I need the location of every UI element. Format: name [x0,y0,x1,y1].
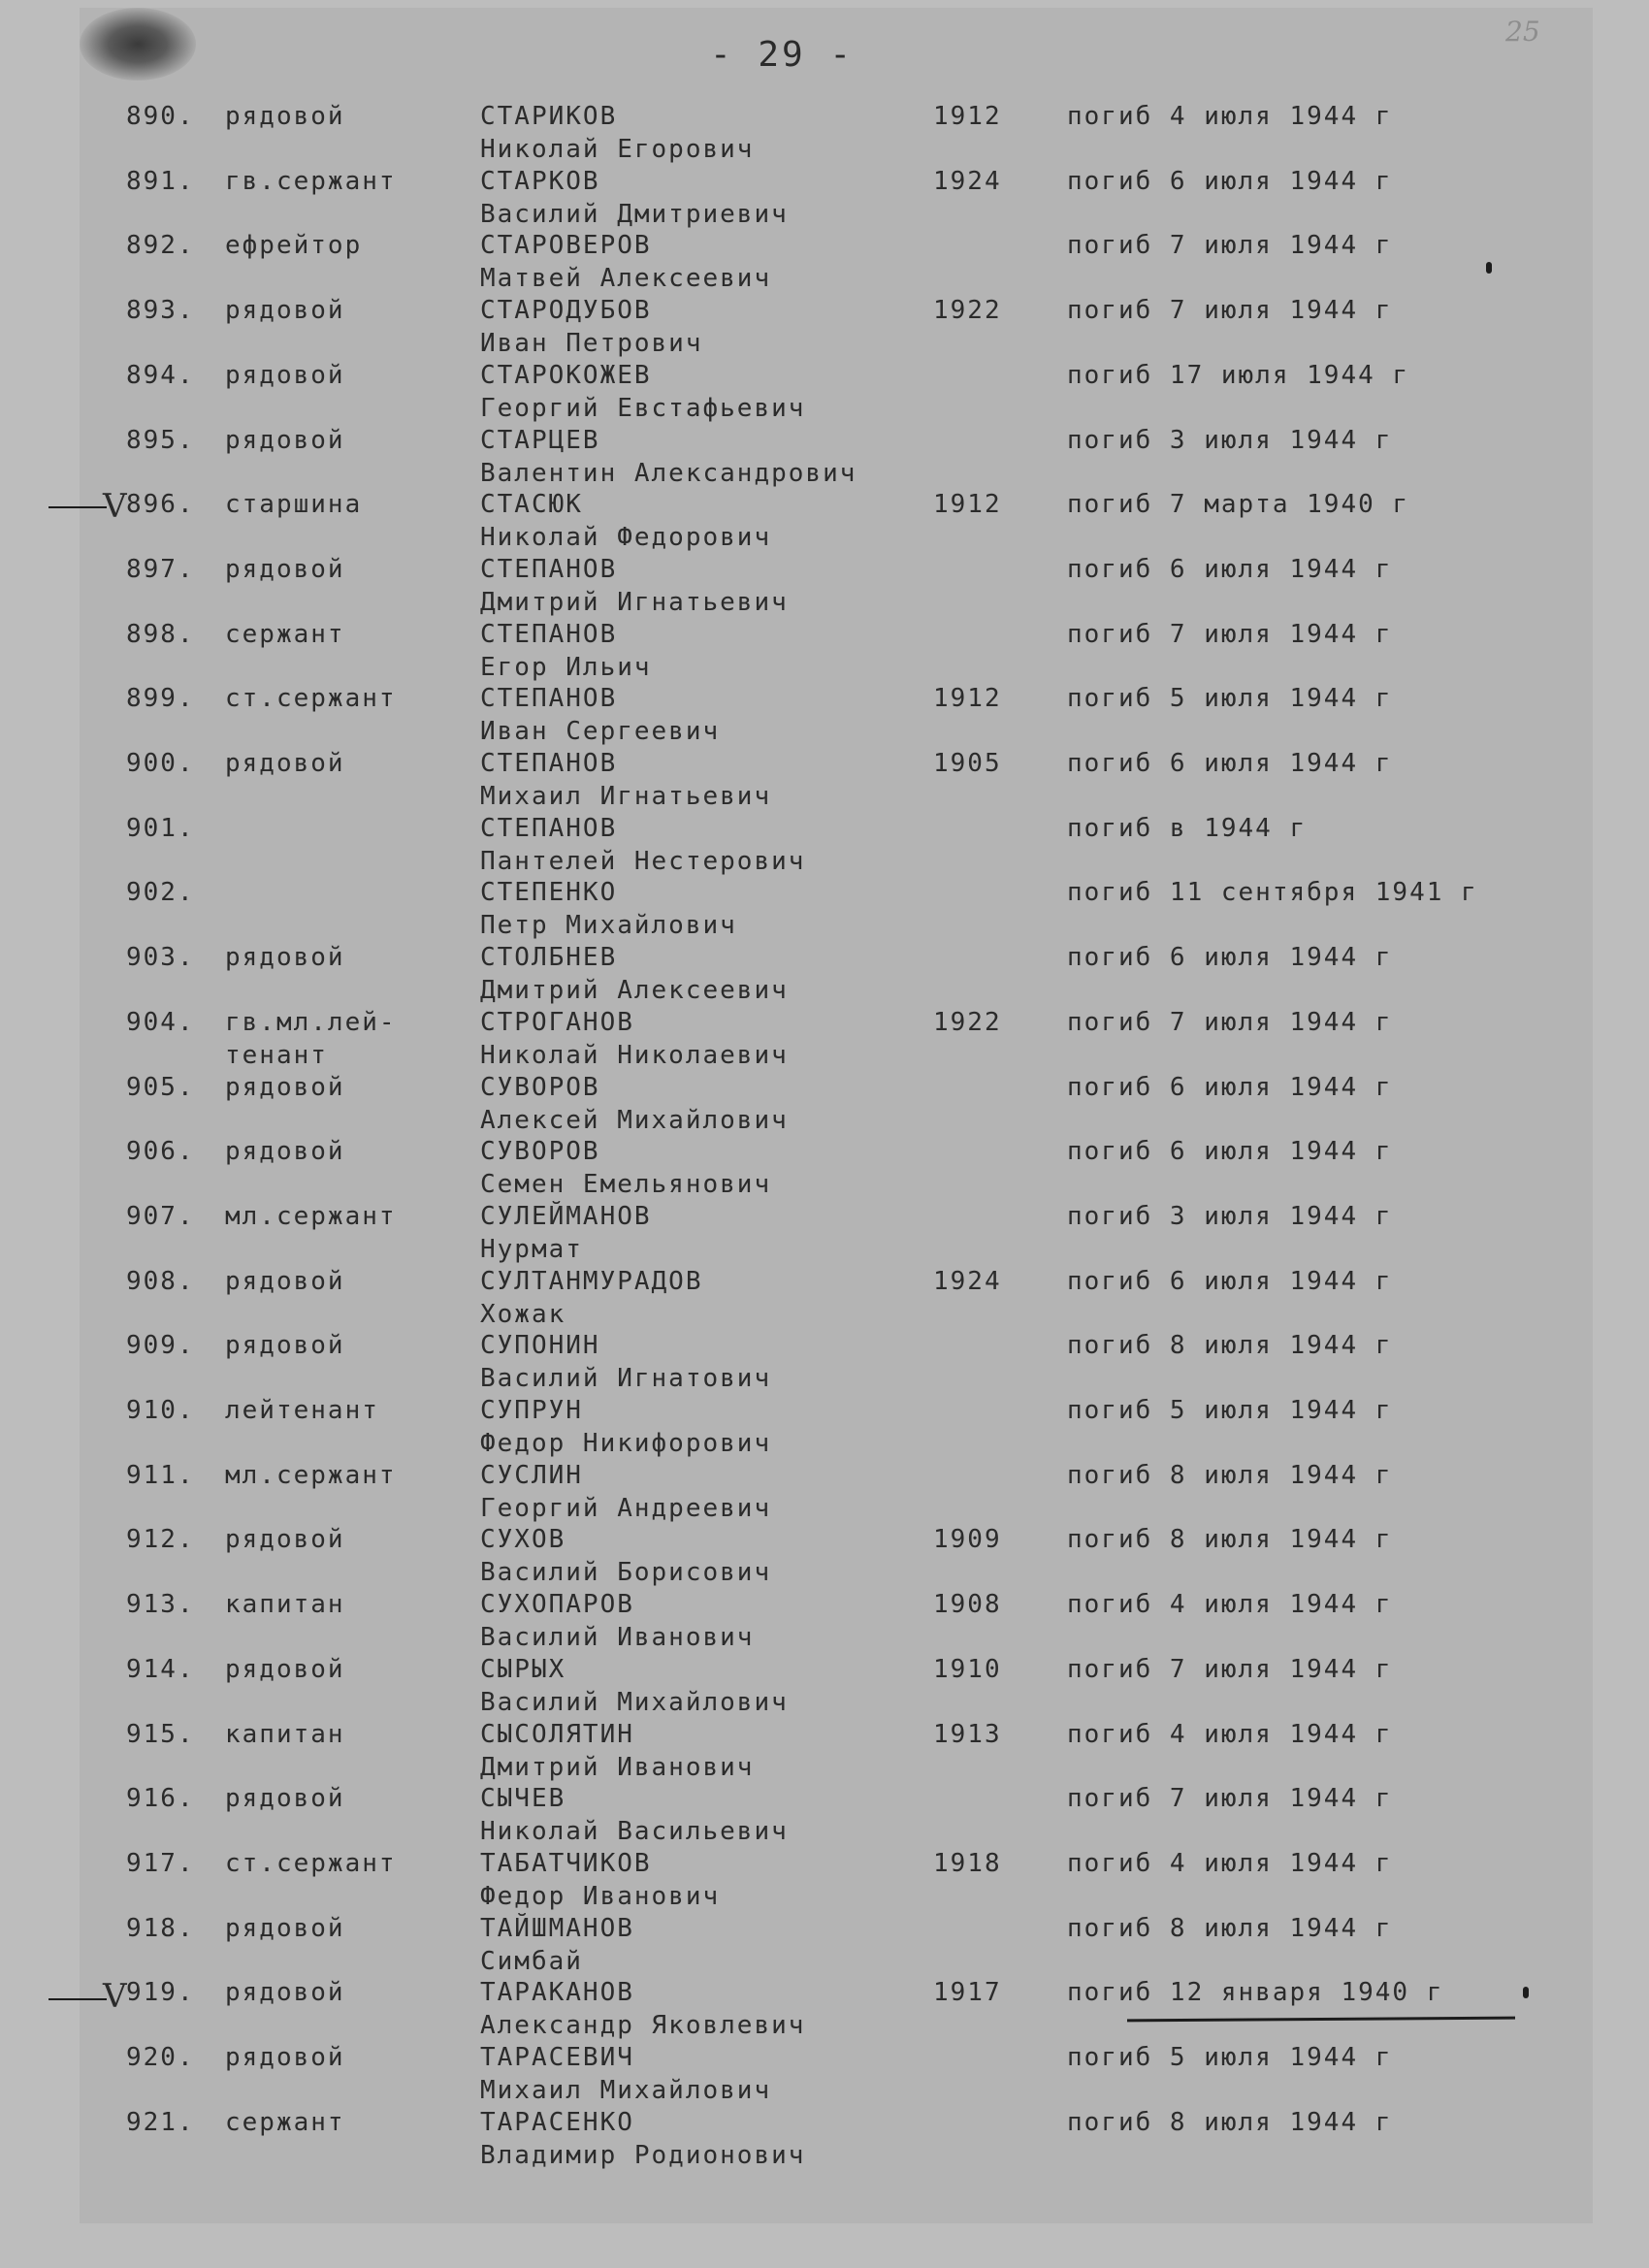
given-names: Николай Васильевич [480,1817,789,1846]
rank: рядовой [225,426,345,455]
fate: погиб 12 января 1940 г [1067,1978,1444,2007]
tick-line-919 [48,1998,107,2000]
fate: погиб 3 июля 1944 г [1067,426,1393,455]
fate: погиб 7 июля 1944 г [1067,1784,1393,1813]
given-names: Николай Николаевич [480,1041,789,1070]
given-names: Федор Иванович [480,1882,721,1911]
fate: погиб 8 июля 1944 г [1067,1525,1393,1554]
surname: ТАЙШМАНОВ [480,1914,634,1943]
fate: погиб 6 июля 1944 г [1067,943,1393,972]
surname: СТРОГАНОВ [480,1008,634,1037]
fate: погиб 7 июля 1944 г [1067,1655,1393,1684]
list-item [80,426,1593,490]
surname: СЫЧЕВ [480,1784,566,1813]
document-sheet [80,8,1593,2223]
list-item [80,2108,1593,2172]
entry-number: 904. [126,1008,195,1037]
rank: рядовой [225,1525,345,1554]
fate: погиб 6 июля 1944 г [1067,1137,1393,1166]
list-item [80,1590,1593,1654]
list-item [80,1137,1593,1201]
surname: СУПРУН [480,1396,583,1425]
entry-number: 898. [126,620,195,649]
surname: СУХОПАРОВ [480,1590,634,1619]
surname: СТЕПАНОВ [480,684,618,713]
given-names: Пантелей Нестерович [480,847,806,876]
given-names: Дмитрий Игнатьевич [480,588,789,617]
fate: погиб в 1944 г [1067,814,1308,843]
rank: рядовой [225,1914,345,1943]
given-names: Хожак [480,1300,566,1329]
given-names: Дмитрий Алексеевич [480,976,789,1005]
fate: погиб 6 июля 1944 г [1067,167,1393,196]
surname: СТЕПАНОВ [480,555,618,584]
birth-year: 1905 [933,749,1002,778]
fate: погиб 5 июля 1944 г [1067,2043,1393,2072]
given-names: Нурмат [480,1235,583,1264]
entry-number: 890. [126,102,195,131]
surname: ТАБАТЧИКОВ [480,1849,652,1878]
list-item [80,2043,1593,2107]
rank: рядовой [225,749,345,778]
rank: ефрейтор [225,231,363,260]
given-names: Василий Михайлович [480,1688,789,1717]
given-names: Егор Ильич [480,653,652,682]
entry-number: 912. [126,1525,195,1554]
fate: погиб 5 июля 1944 г [1067,684,1393,713]
list-item [80,102,1593,166]
rank: рядовой [225,1137,345,1166]
rank: капитан [225,1720,345,1749]
fate: погиб 8 июля 1944 г [1067,2108,1393,2137]
list-item [80,296,1593,360]
surname: СТАРОДУБОВ [480,296,652,325]
rank: гв.сержант [225,167,397,196]
rank: рядовой [225,102,345,131]
fate: погиб 11 сентября 1941 г [1067,878,1478,907]
list-item [80,231,1593,295]
list-item [80,1978,1593,2042]
list-item [80,943,1593,1007]
given-names: Федор Никифорович [480,1429,772,1458]
birth-year: 1909 [933,1525,1002,1554]
list-item [80,1461,1593,1525]
surname: СТЕПАНОВ [480,620,618,649]
list-item [80,878,1593,942]
rank: рядовой [225,2043,345,2072]
list-item [80,1914,1593,1978]
list-item [80,1720,1593,1784]
birth-year: 1908 [933,1590,1002,1619]
surname: СУПОНИН [480,1331,600,1360]
entry-number: 894. [126,361,195,390]
surname: СЫСОЛЯТИН [480,1720,634,1749]
fate: погиб 7 марта 1940 г [1067,490,1410,519]
surname: СУВОРОВ [480,1137,600,1166]
surname: СТАРОКОЖЕВ [480,361,652,390]
rank: рядовой [225,1267,345,1296]
list-item [80,1849,1593,1913]
entry-number: 911. [126,1461,195,1490]
rank: рядовой [225,1331,345,1360]
given-names: Петр Михайлович [480,911,737,940]
entry-number: 920. [126,2043,195,2072]
fate: погиб 8 июля 1944 г [1067,1461,1393,1490]
birth-year: 1917 [933,1978,1002,2007]
fate: погиб 7 июля 1944 г [1067,231,1393,260]
given-names: Дмитрий Иванович [480,1753,755,1782]
page-number: - 29 - [710,35,855,75]
birth-year: 1922 [933,1008,1002,1037]
tick-line-896 [48,506,107,508]
surname: СУВОРОВ [480,1073,600,1102]
rank: капитан [225,1590,345,1619]
fate: погиб 4 июля 1944 г [1067,102,1393,131]
ink-dot [1523,1987,1529,1998]
surname: СТЕПЕНКО [480,878,618,907]
given-names: Алексей Михайлович [480,1106,789,1135]
rank: гв.мл.лей- [225,1008,397,1037]
rank: ст.сержант [225,684,397,713]
given-names: Валентин Александрович [480,459,857,488]
fate: погиб 8 июля 1944 г [1067,1331,1393,1360]
rank: мл.сержант [225,1202,397,1231]
list-item [80,1525,1593,1589]
entry-number: 892. [126,231,195,260]
entry-number: 906. [126,1137,195,1166]
given-names: Симбай [480,1947,583,1976]
surname: СТЕПАНОВ [480,814,618,843]
given-names: Владимир Родионович [480,2141,806,2170]
given-names: Иван Петрович [480,329,703,358]
given-names: Василий Иванович [480,1623,755,1652]
fate: погиб 8 июля 1944 г [1067,1914,1393,1943]
birth-year: 1913 [933,1720,1002,1749]
entry-number: 916. [126,1784,195,1813]
ink-dot [1486,262,1492,274]
entry-number: 919. [126,1978,195,2007]
entry-number: 893. [126,296,195,325]
given-names: Георгий Евстафьевич [480,394,806,423]
given-names: Георгий Андреевич [480,1494,772,1523]
birth-year: 1922 [933,296,1002,325]
fate: погиб 17 июля 1944 г [1067,361,1410,390]
list-item [80,1396,1593,1460]
fate: погиб 3 июля 1944 г [1067,1202,1393,1231]
given-names: Василий Игнатович [480,1364,772,1393]
fate: погиб 4 июля 1944 г [1067,1849,1393,1878]
rank: лейтенант [225,1396,379,1425]
entry-number: 901. [126,814,195,843]
surname: СТАРОВЕРОВ [480,231,652,260]
fate: погиб 6 июля 1944 г [1067,1267,1393,1296]
given-names: Михаил Михайлович [480,2076,772,2105]
given-names: Николай Федорович [480,523,772,552]
surname: ТАРАКАНОВ [480,1978,634,2007]
rank: рядовой [225,1655,345,1684]
entry-number: 915. [126,1720,195,1749]
given-names: Александр Яковлевич [480,2011,806,2040]
given-names: Михаил Игнатьевич [480,782,772,811]
list-item [80,1655,1593,1719]
list-item [80,1008,1593,1072]
surname: СУХОВ [480,1525,566,1554]
list-item [80,1073,1593,1137]
entry-number: 917. [126,1849,195,1878]
birth-year: 1912 [933,490,1002,519]
surname: СТАРЦЕВ [480,426,600,455]
entry-number: 909. [126,1331,195,1360]
birth-year: 1924 [933,167,1002,196]
rank: рядовой [225,1784,345,1813]
surname: СТАРКОВ [480,167,600,196]
entry-number: 900. [126,749,195,778]
rank: рядовой [225,943,345,972]
entry-number: 913. [126,1590,195,1619]
tick-mark-919: V [103,1977,127,2016]
surname: СУЛТАНМУРАДОВ [480,1267,703,1296]
fate: погиб 6 июля 1944 г [1067,555,1393,584]
rank: сержант [225,620,345,649]
birth-year: 1912 [933,684,1002,713]
fate: погиб 6 июля 1944 г [1067,749,1393,778]
list-item [80,814,1593,878]
given-names: Семен Емельянович [480,1170,772,1199]
list-item [80,684,1593,748]
entry-number: 918. [126,1914,195,1943]
list-item [80,1331,1593,1395]
rank: ст.сержант [225,1849,397,1878]
list-item [80,749,1593,813]
fate: погиб 5 июля 1944 г [1067,1396,1393,1425]
birth-year: 1918 [933,1849,1002,1878]
fate: погиб 7 июля 1944 г [1067,620,1393,649]
list-item [80,361,1593,425]
surname: СУСЛИН [480,1461,583,1490]
surname: ТАРАСЕНКО [480,2108,634,2137]
entry-number: 921. [126,2108,195,2137]
rank: рядовой [225,1073,345,1102]
fate: погиб 4 июля 1944 г [1067,1720,1393,1749]
entry-number: 891. [126,167,195,196]
surname: СТЕПАНОВ [480,749,618,778]
given-names: Василий Борисович [480,1558,772,1587]
rank: рядовой [225,296,345,325]
birth-year: 1910 [933,1655,1002,1684]
surname: ТАРАСЕВИЧ [480,2043,634,2072]
surname: СТАСЮК [480,490,583,519]
rank-continued: тенант [225,1041,328,1070]
rank: рядовой [225,555,345,584]
birth-year: 1924 [933,1267,1002,1296]
given-names: Николай Егорович [480,135,755,164]
surname: СУЛЕЙМАНОВ [480,1202,652,1231]
handwritten-page-mark: 25 [1505,16,1540,48]
entry-number: 907. [126,1202,195,1231]
entry-number: 908. [126,1267,195,1296]
rank: рядовой [225,361,345,390]
list-item [80,167,1593,231]
list-item [80,1202,1593,1266]
surname: СТАРИКОВ [480,102,618,131]
birth-year: 1912 [933,102,1002,131]
entry-number: 896. [126,490,195,519]
list-item [80,1784,1593,1848]
rank: сержант [225,2108,345,2137]
fate: погиб 7 июля 1944 г [1067,1008,1393,1037]
entry-number: 895. [126,426,195,455]
fate: погиб 4 июля 1944 г [1067,1590,1393,1619]
entry-number: 910. [126,1396,195,1425]
rank: рядовой [225,1978,345,2007]
rank: мл.сержант [225,1461,397,1490]
surname: СЫРЫХ [480,1655,566,1684]
given-names: Василий Дмитриевич [480,200,789,229]
list-item [80,1267,1593,1331]
entry-number: 902. [126,878,195,907]
surname: СТОЛБНЕВ [480,943,618,972]
given-names: Матвей Алексеевич [480,264,772,293]
fate: погиб 6 июля 1944 г [1067,1073,1393,1102]
rank: старшина [225,490,363,519]
list-item [80,490,1593,554]
entry-number: 899. [126,684,195,713]
entry-number: 914. [126,1655,195,1684]
entry-number: 897. [126,555,195,584]
tick-mark-896: V [103,487,127,526]
given-names: Иван Сергеевич [480,717,721,746]
ink-smudge [80,8,196,81]
entry-number: 905. [126,1073,195,1102]
entry-number: 903. [126,943,195,972]
list-item [80,555,1593,619]
list-item [80,620,1593,684]
fate: погиб 7 июля 1944 г [1067,296,1393,325]
